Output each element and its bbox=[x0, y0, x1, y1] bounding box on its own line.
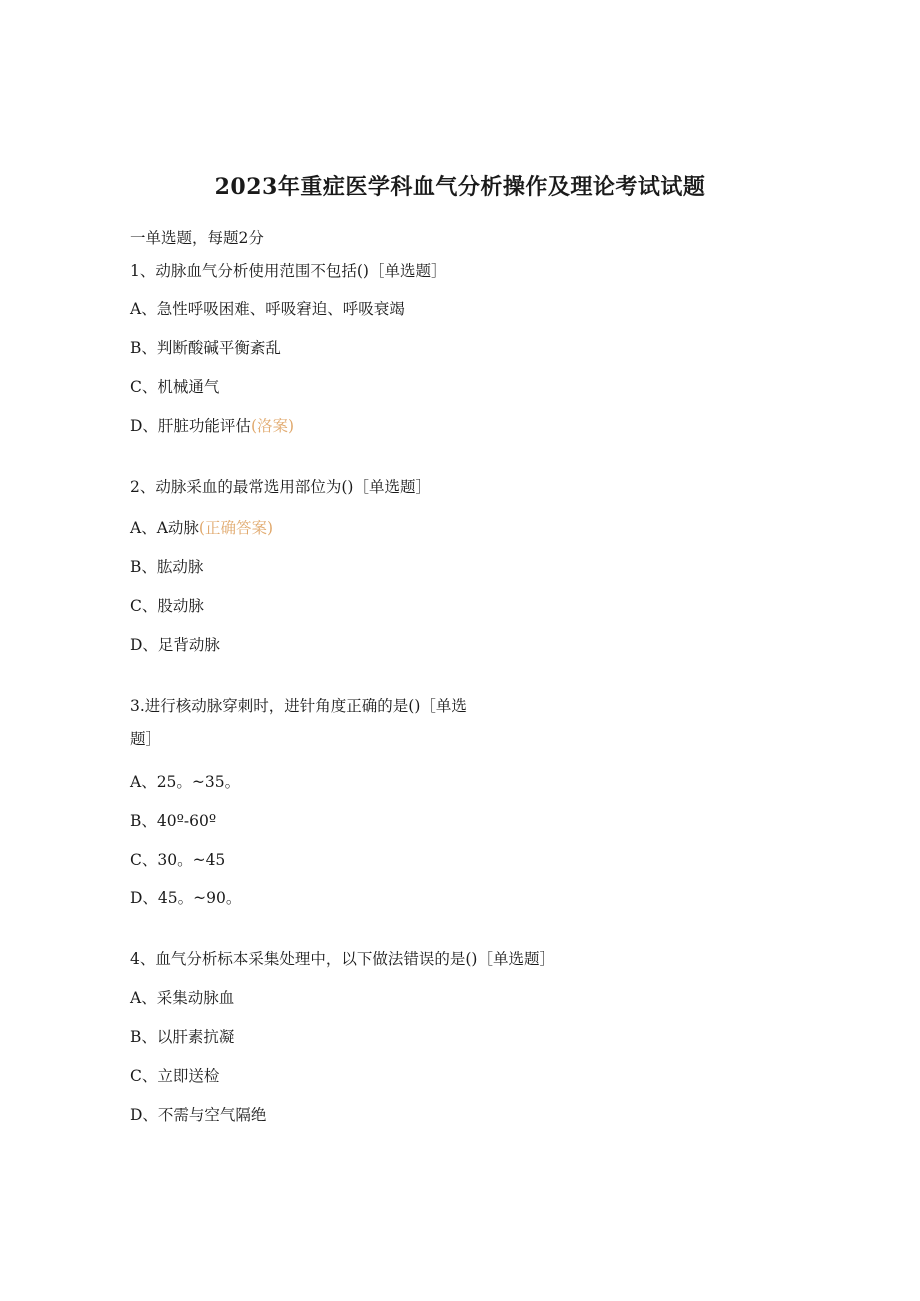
question-1-stem: 1、动脉血气分析使用范围不包括()［单选题］ bbox=[130, 262, 447, 280]
question-4-option-a: A、采集动脉血 bbox=[130, 989, 235, 1007]
question-2-option-d: D、足背动脉 bbox=[130, 636, 220, 654]
question-2-option-b: B、肱动脉 bbox=[130, 558, 204, 576]
section-heading: 一单选题，每题2分 bbox=[130, 229, 264, 247]
question-4-option-d: D、不需与空气隔绝 bbox=[130, 1106, 267, 1124]
option-text: A、A动脉 bbox=[130, 519, 199, 537]
answer-mark: (正确答案) bbox=[198, 519, 273, 537]
question-1-option-a: A、急性呼吸困难、呼吸窘迫、呼吸衰竭 bbox=[130, 300, 405, 318]
question-1-option-b: B、判断酸碱平衡紊乱 bbox=[130, 339, 281, 357]
question-3-option-d: D、45。~90。 bbox=[130, 889, 242, 907]
question-3-stem-continued: 题］ bbox=[130, 730, 162, 748]
question-1-option-d bbox=[130, 416, 294, 436]
question-3-stem: 3.进行核动脉穿刺时，进针角度正确的是()［单选 bbox=[130, 697, 467, 715]
question-1-option-c: C、机械通气 bbox=[130, 378, 220, 396]
question-4-option-c: C、立即送检 bbox=[130, 1067, 220, 1085]
question-2-stem: 2、动脉采血的最常选用部位为()［单选题］ bbox=[130, 478, 431, 496]
question-4-stem: 4、血气分析标本采集处理中，以下做法错误的是()［单选题］ bbox=[130, 950, 555, 968]
answer-mark: (洛案) bbox=[250, 417, 295, 435]
question-3-option-a: A、25。~35。 bbox=[130, 773, 241, 791]
question-4-option-b: B、以肝素抗凝 bbox=[130, 1028, 235, 1046]
page-title: 2023年重症医学科血气分析操作及理论考试试题 bbox=[214, 174, 706, 200]
question-3-option-b: B、40º-60º bbox=[130, 812, 217, 830]
question-2-option-c: C、股动脉 bbox=[130, 597, 204, 615]
option-text: D、肝脏功能评估 bbox=[130, 417, 251, 435]
question-3-option-c: C、30。~45 bbox=[130, 851, 226, 869]
question-2-option-a bbox=[130, 518, 273, 538]
